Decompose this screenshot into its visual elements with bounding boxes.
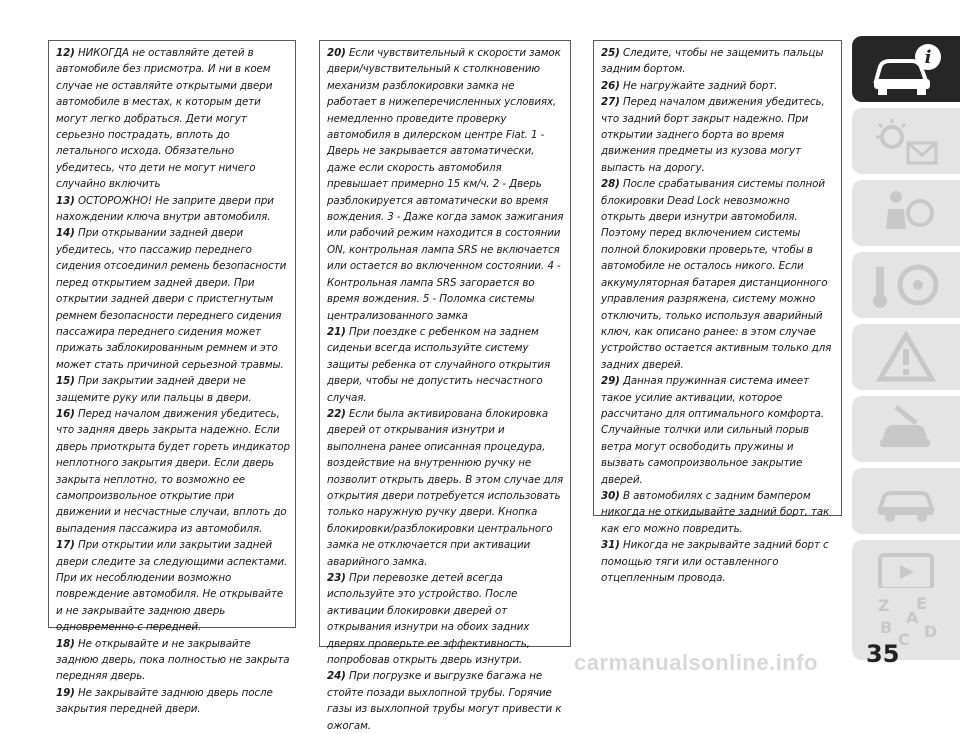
note-text: Данная пружинная система имеет такое усилие активации, которое рассчитано для оптимального комфорта. Случайные толчки или сильный порыв ветра могут освободить пружины и вызвать самопроизвольное закрытие дверей.: [601, 375, 824, 486]
notes-column-2: [319, 40, 571, 732]
svg-text:i: i: [924, 47, 932, 68]
note-number: 21): [327, 325, 346, 338]
index-letter: A: [906, 608, 919, 627]
note-item: [327, 45, 565, 324]
note-item: [327, 406, 565, 570]
note-text: НИКОГДА не оставляйте детей в автомобиле без присмотра. И ни в коем случае не оставляйте открытыми двери автомобиле в местах, к которым дети могут легко добраться. Дети могут серьезно пострадать, вплоть до летального исхода. Обязательно убедитесь, что дети не могут ничего случайно включить: [56, 47, 273, 191]
note-item: [56, 45, 290, 193]
note-number: 13): [56, 194, 75, 207]
note-number: 19): [56, 686, 75, 699]
note-text: При поездке с ребенком на заднем сиденьи всегда используйте систему защиты ребенка от случайного открытия двери, чтобы не допустить несчастного случая.: [327, 325, 551, 404]
note-number: 31): [601, 539, 620, 552]
index-letter: Z: [878, 596, 890, 615]
notes-column-3: [593, 40, 842, 584]
note-text: Если чувствительный к скорости замок двери/чувствительный к столкновению механизм разблокировки замка не работает в нижеперечисленных условиях, немедленно проведите проверку автомобиля в дилерском центре Fiat. 1 - Дверь не закрывается автоматически, даже если скорость автомобиля превышает примерно 15 км/ч. 2 - Дверь разблокируется автоматически во время вождения. 3 - Даже когда замок зажигания или рабочий режим находится в состоянии ON, контрольная лампа SRS не включается или остается во включенном состоянии. 4 - Контрольная лампа SRS загорается во время вождения. 5 - Поломка системы централизованного замка: [327, 47, 564, 322]
note-item: [327, 324, 565, 406]
note-text: Никогда не закрывайте задний борт с помощью тяги или оставленного отцепленным провода.: [601, 539, 829, 584]
note-text: Следите, чтобы не защемить пальцы задним бортом.: [601, 47, 824, 76]
note-item: [327, 570, 565, 668]
car-specs-icon: [866, 473, 946, 529]
tab-safety[interactable]: [852, 180, 960, 246]
note-number: 18): [56, 637, 75, 650]
note-number: 16): [56, 407, 75, 420]
index-letter: E: [916, 594, 927, 613]
note-item: [601, 537, 836, 586]
note-number: 24): [327, 670, 346, 683]
wrench-car-icon: [866, 401, 946, 457]
tab-start-drive[interactable]: [852, 252, 960, 318]
note-number: 22): [327, 407, 346, 420]
note-number: 14): [56, 227, 75, 240]
note-number: 28): [601, 178, 620, 191]
airbag-safety-icon: [866, 185, 946, 241]
note-item: [56, 193, 290, 226]
note-item: [56, 225, 290, 373]
tab-car-info[interactable]: [852, 36, 960, 102]
note-text: ОСТОРОЖНО! Не заприте двери при нахождении ключа внутри автомобиля.: [56, 194, 274, 224]
note-text: Не закрывайте заднюю дверь после закрытия передней двери.: [56, 686, 273, 716]
note-item: [327, 668, 565, 734]
tab-technical-data[interactable]: [852, 468, 960, 534]
note-item: [601, 373, 836, 488]
dashboard-warning-icon: [866, 113, 946, 169]
note-text: При открывании задней двери убедитесь, что пассажир переднего сидения отсоединил ремень безопасности перед открытием задней двери. При открытии задней двери с пристегнутым ремнем безопасности переднего сидения пассажира переднего сидения может прижать заблокированным ремнем и это может стать причиной серьезной травмы.: [56, 227, 287, 371]
note-item: [601, 488, 836, 537]
index-letter: C: [898, 630, 910, 649]
note-text: Перед началом движения убедитесь, что задний борт закрыт надежно. При открытии заднего борта во время движения предметы из кузова могут выпасть на дорогу.: [601, 96, 825, 174]
warning-triangle-icon: [866, 329, 946, 385]
note-number: 17): [56, 539, 75, 552]
page-number: 35: [866, 640, 900, 668]
note-text: При закрытии задней двери не защемите руку или пальцы в двери.: [56, 375, 252, 404]
note-item: [601, 45, 836, 78]
tab-maintenance[interactable]: [852, 396, 960, 462]
note-number: 27): [601, 96, 620, 109]
note-number: 29): [601, 375, 620, 388]
note-item: [56, 406, 290, 537]
note-text: Если была активирована блокировка дверей от открывания изнутри и выполнена ранее описанная процедура, воздействие на внутреннюю ручку не позволит открыть дверь. В этом случае для открытия двери потребуется использовать только наружную ручку двери. Кнопка блокировки/разблокировки центрального замка не отключается при активации аварийного замка.: [327, 407, 564, 568]
note-text: Не открывайте и не закрывайте заднюю дверь, пока полностью не закрыта передняя дверь.: [56, 637, 290, 683]
note-text: При открытии или закрытии задней двери следите за следующими аспектами. При их несоблюдении возможно повреждение автомобиля. Не открывайте и не закрывайте заднюю дверь одновременно с передней.: [56, 539, 288, 634]
chapter-sidebar: [852, 36, 960, 649]
note-item: [56, 636, 290, 685]
note-number: 25): [601, 47, 620, 59]
note-item: [601, 176, 836, 373]
note-number: 30): [601, 489, 620, 502]
notes-column-1: [48, 40, 296, 716]
key-steering-icon: [866, 257, 946, 313]
car-info-icon: [866, 41, 946, 97]
note-number: 20): [327, 47, 346, 59]
note-text: В автомобилях с задним бампером никогда не откидывайте задний борт, так как его можно повредить.: [601, 489, 830, 535]
tab-dashboard[interactable]: [852, 108, 960, 174]
note-item: [56, 537, 290, 635]
tab-emergency[interactable]: [852, 324, 960, 390]
index-letter: B: [880, 618, 893, 637]
note-number: 15): [56, 375, 75, 388]
note-item: [56, 373, 290, 406]
note-number: 12): [56, 47, 75, 59]
note-item: [56, 685, 290, 718]
note-text: Не нагружайте задний борт.: [622, 79, 778, 92]
note-text: После срабатывания системы полной блокировки Dead Lock невозможно открыть двери изнутри автомобиля. Поэтому перед включением системы полной блокировки проверьте, чтобы в автомобиле не осталось никого. Если аккумуляторная батарея дистанционного управления разряжена, систему можно отключить, только используя аварийный ключ, как описано ранее: в этом случае устройство остается активным только для задних дверей.: [601, 178, 832, 371]
note-item: [601, 78, 836, 94]
note-number: 23): [327, 572, 346, 584]
note-text: При перевозке детей всегда используйте это устройство. После активации блокировки дверей от открывания изнутри на обоих задних дверях проверьте ее эффективность, попробовав открыть дверь изнутри.: [327, 572, 530, 667]
watermark: carmanualsonline.info: [574, 650, 818, 675]
note-text: При погрузке и выгрузке багажа не стойте позади выхлопной трубы. Горячие газы из выхлопной трубы могут привести к ожогам.: [327, 670, 562, 732]
index-letter: D: [924, 622, 938, 641]
note-text: Перед началом движения убедитесь, что задняя дверь закрыта надежно. Если дверь приоткрыта будет гореть индикатор неплотного закрытия двери. Если дверь закрыта неплотно, то возможно ее самопроизвольное открытие при движении и несчастные случаи, вплоть до выпадения пассажира из автомобиля.: [56, 407, 290, 535]
note-item: [601, 94, 836, 176]
note-number: 26): [601, 79, 620, 92]
